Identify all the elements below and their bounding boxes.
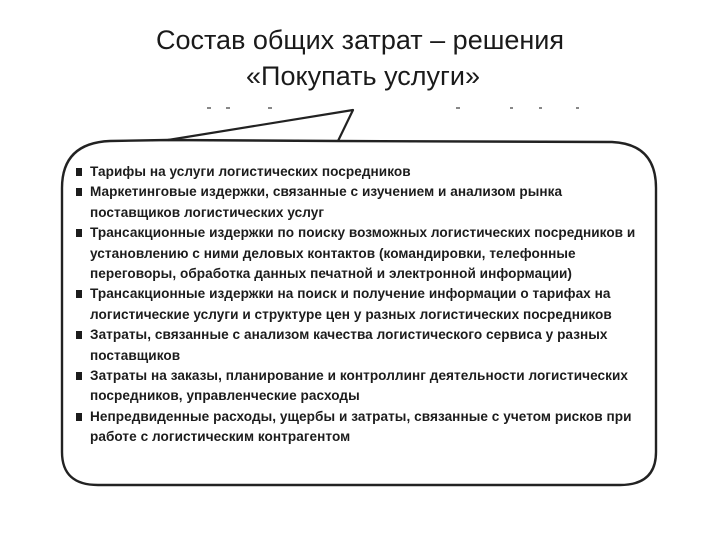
list-item-text: Затраты, связанные с анализом качества логистического сервиса у разных поставщиков xyxy=(90,327,608,363)
square-bullet-icon xyxy=(76,229,82,237)
list-item xyxy=(76,182,646,223)
square-bullet-icon xyxy=(76,290,82,298)
square-bullet-icon xyxy=(76,413,82,421)
list-item-text: Тарифы на услуги логистических посредников xyxy=(90,164,411,179)
list-item xyxy=(76,325,646,366)
list-item-text: Затраты на заказы, планирование и контроллинг деятельности логистических посредников, управленческие расходы xyxy=(90,368,628,404)
square-bullet-icon xyxy=(76,168,82,176)
speech-bubble-tail xyxy=(168,110,353,141)
list-item xyxy=(76,223,646,284)
list-item xyxy=(76,407,646,448)
list-item-text: Трансакционные издержки по поиску возможных логистических посредников и установлению с ними деловых контактов (командировки, телефонные переговоры, обработка данных печатной и электронной информации) xyxy=(90,225,636,282)
list-item xyxy=(76,284,646,325)
cost-items-list xyxy=(76,162,646,448)
list-item-text: Трансакционные издержки на поиск и получение информации о тарифах на логистические услуги и структуре цен у разных логистических посредников xyxy=(90,286,612,322)
slide-title-line-2: «Покупать услуги» xyxy=(246,61,480,91)
list-item-text: Маркетинговые издержки, связанные с изучением и анализом рынка поставщиков логистических услуг xyxy=(90,184,563,220)
list-item xyxy=(76,162,646,182)
slide-title-line-1: Состав общих затрат – решения xyxy=(155,25,565,55)
square-bullet-icon xyxy=(76,372,82,380)
square-bullet-icon xyxy=(76,331,82,339)
list-item xyxy=(76,366,646,407)
list-item-text: Непредвиденные расходы, ущербы и затраты, связанные с учетом рисков при работе с логистическим контрагентом xyxy=(90,408,632,445)
square-bullet-icon xyxy=(76,188,82,196)
